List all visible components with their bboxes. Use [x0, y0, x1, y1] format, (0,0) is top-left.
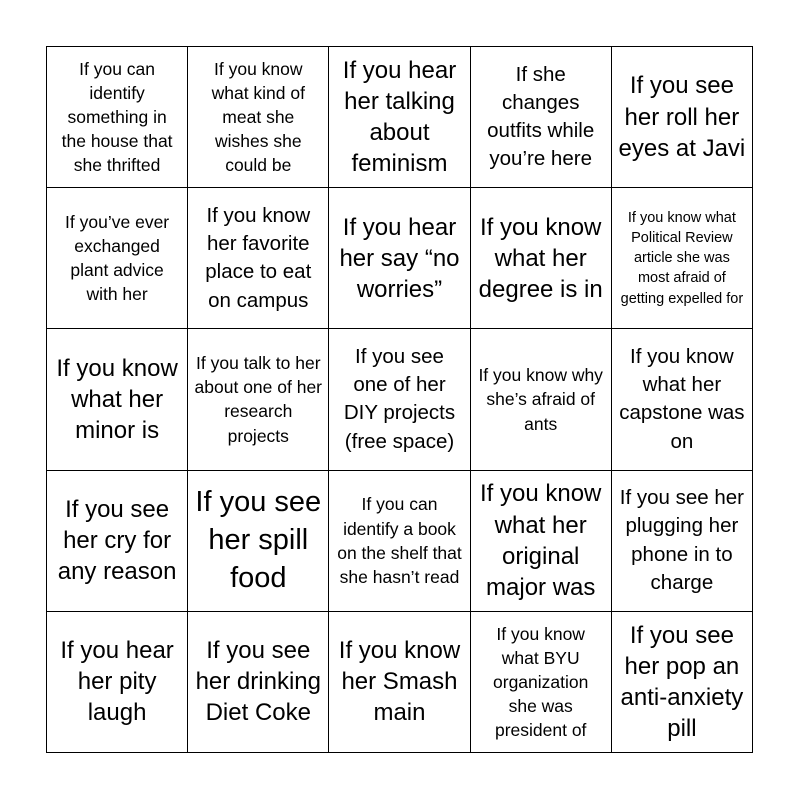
cell-text: If you see her spill food [195, 486, 322, 594]
bingo-cell[interactable] [47, 612, 188, 753]
cell-text: If she changes outfits while you’re here [487, 62, 595, 171]
cell-text: If you know what kind of meat she wishes she could be [211, 58, 305, 176]
bingo-cell[interactable] [329, 471, 470, 612]
bingo-cell[interactable] [471, 471, 612, 612]
bingo-cell[interactable] [188, 612, 329, 753]
cell-text: If you can identify something in the house that she thrifted [61, 58, 173, 176]
cell-text: If you see her roll her eyes at Javi [618, 72, 746, 162]
cell-text: If you know what her degree is in [478, 213, 603, 303]
cell-text: If you know what her minor is [56, 354, 178, 445]
bingo-cell[interactable] [612, 612, 753, 753]
bingo-cell free-space[interactable] [329, 329, 470, 470]
bingo-cell[interactable] [188, 329, 329, 470]
bingo-cell[interactable] [329, 612, 470, 753]
bingo-cell[interactable] [47, 188, 188, 329]
cell-text: If you know what her original major was [479, 480, 602, 601]
cell-text: If you know what BYU organization she was president of [493, 623, 589, 741]
cell-text: If you know what Political Review article she was most afraid of getting expelled for [620, 209, 744, 307]
cell-text: If you know why she’s afraid of ants [478, 365, 603, 434]
bingo-cell[interactable] [47, 471, 188, 612]
cell-text: If you know her Smash main [338, 637, 461, 727]
cell-text: If you see her plugging her phone in to charge [619, 486, 744, 594]
cell-text: If you hear her pity laugh [60, 637, 174, 727]
bingo-cell[interactable] [471, 47, 612, 188]
cell-text: If you can identify a book on the shelf that she hasn’t read [337, 494, 462, 587]
bingo-cell[interactable] [612, 188, 753, 329]
cell-text: If you hear her talking about feminism [342, 56, 457, 178]
bingo-cell[interactable] [471, 612, 612, 753]
bingo-cell[interactable] [188, 47, 329, 188]
cell-text: If you see her pop an anti-anxiety pill [620, 621, 744, 743]
bingo-cell[interactable] [329, 188, 470, 329]
bingo-cell[interactable] [47, 47, 188, 188]
cell-text: If you’ve ever exchanged plant advice with her [65, 212, 170, 305]
cell-text: If you know her favorite place to eat on campus [205, 203, 312, 312]
cell-text: If you talk to her about one of her research projects [194, 353, 323, 446]
cell-text: If you hear her say “no worries” [339, 213, 460, 303]
bingo-cell[interactable] [471, 329, 612, 470]
bingo-cell[interactable] [612, 47, 753, 188]
cell-text: If you see her drinking Diet Coke [195, 637, 321, 727]
bingo-card [46, 46, 753, 753]
bingo-cell[interactable] [329, 47, 470, 188]
bingo-cell[interactable] [188, 471, 329, 612]
bingo-cell[interactable] [188, 188, 329, 329]
cell-text: If you know what her capstone was on [619, 344, 745, 453]
bingo-cell[interactable] [471, 188, 612, 329]
cell-text: If you see her cry for any reason [57, 495, 177, 586]
bingo-cell[interactable] [612, 471, 753, 612]
bingo-cell[interactable] [612, 329, 753, 470]
bingo-cell[interactable] [47, 329, 188, 470]
cell-text: If you see one of her DIY projects (free space) [343, 344, 456, 453]
